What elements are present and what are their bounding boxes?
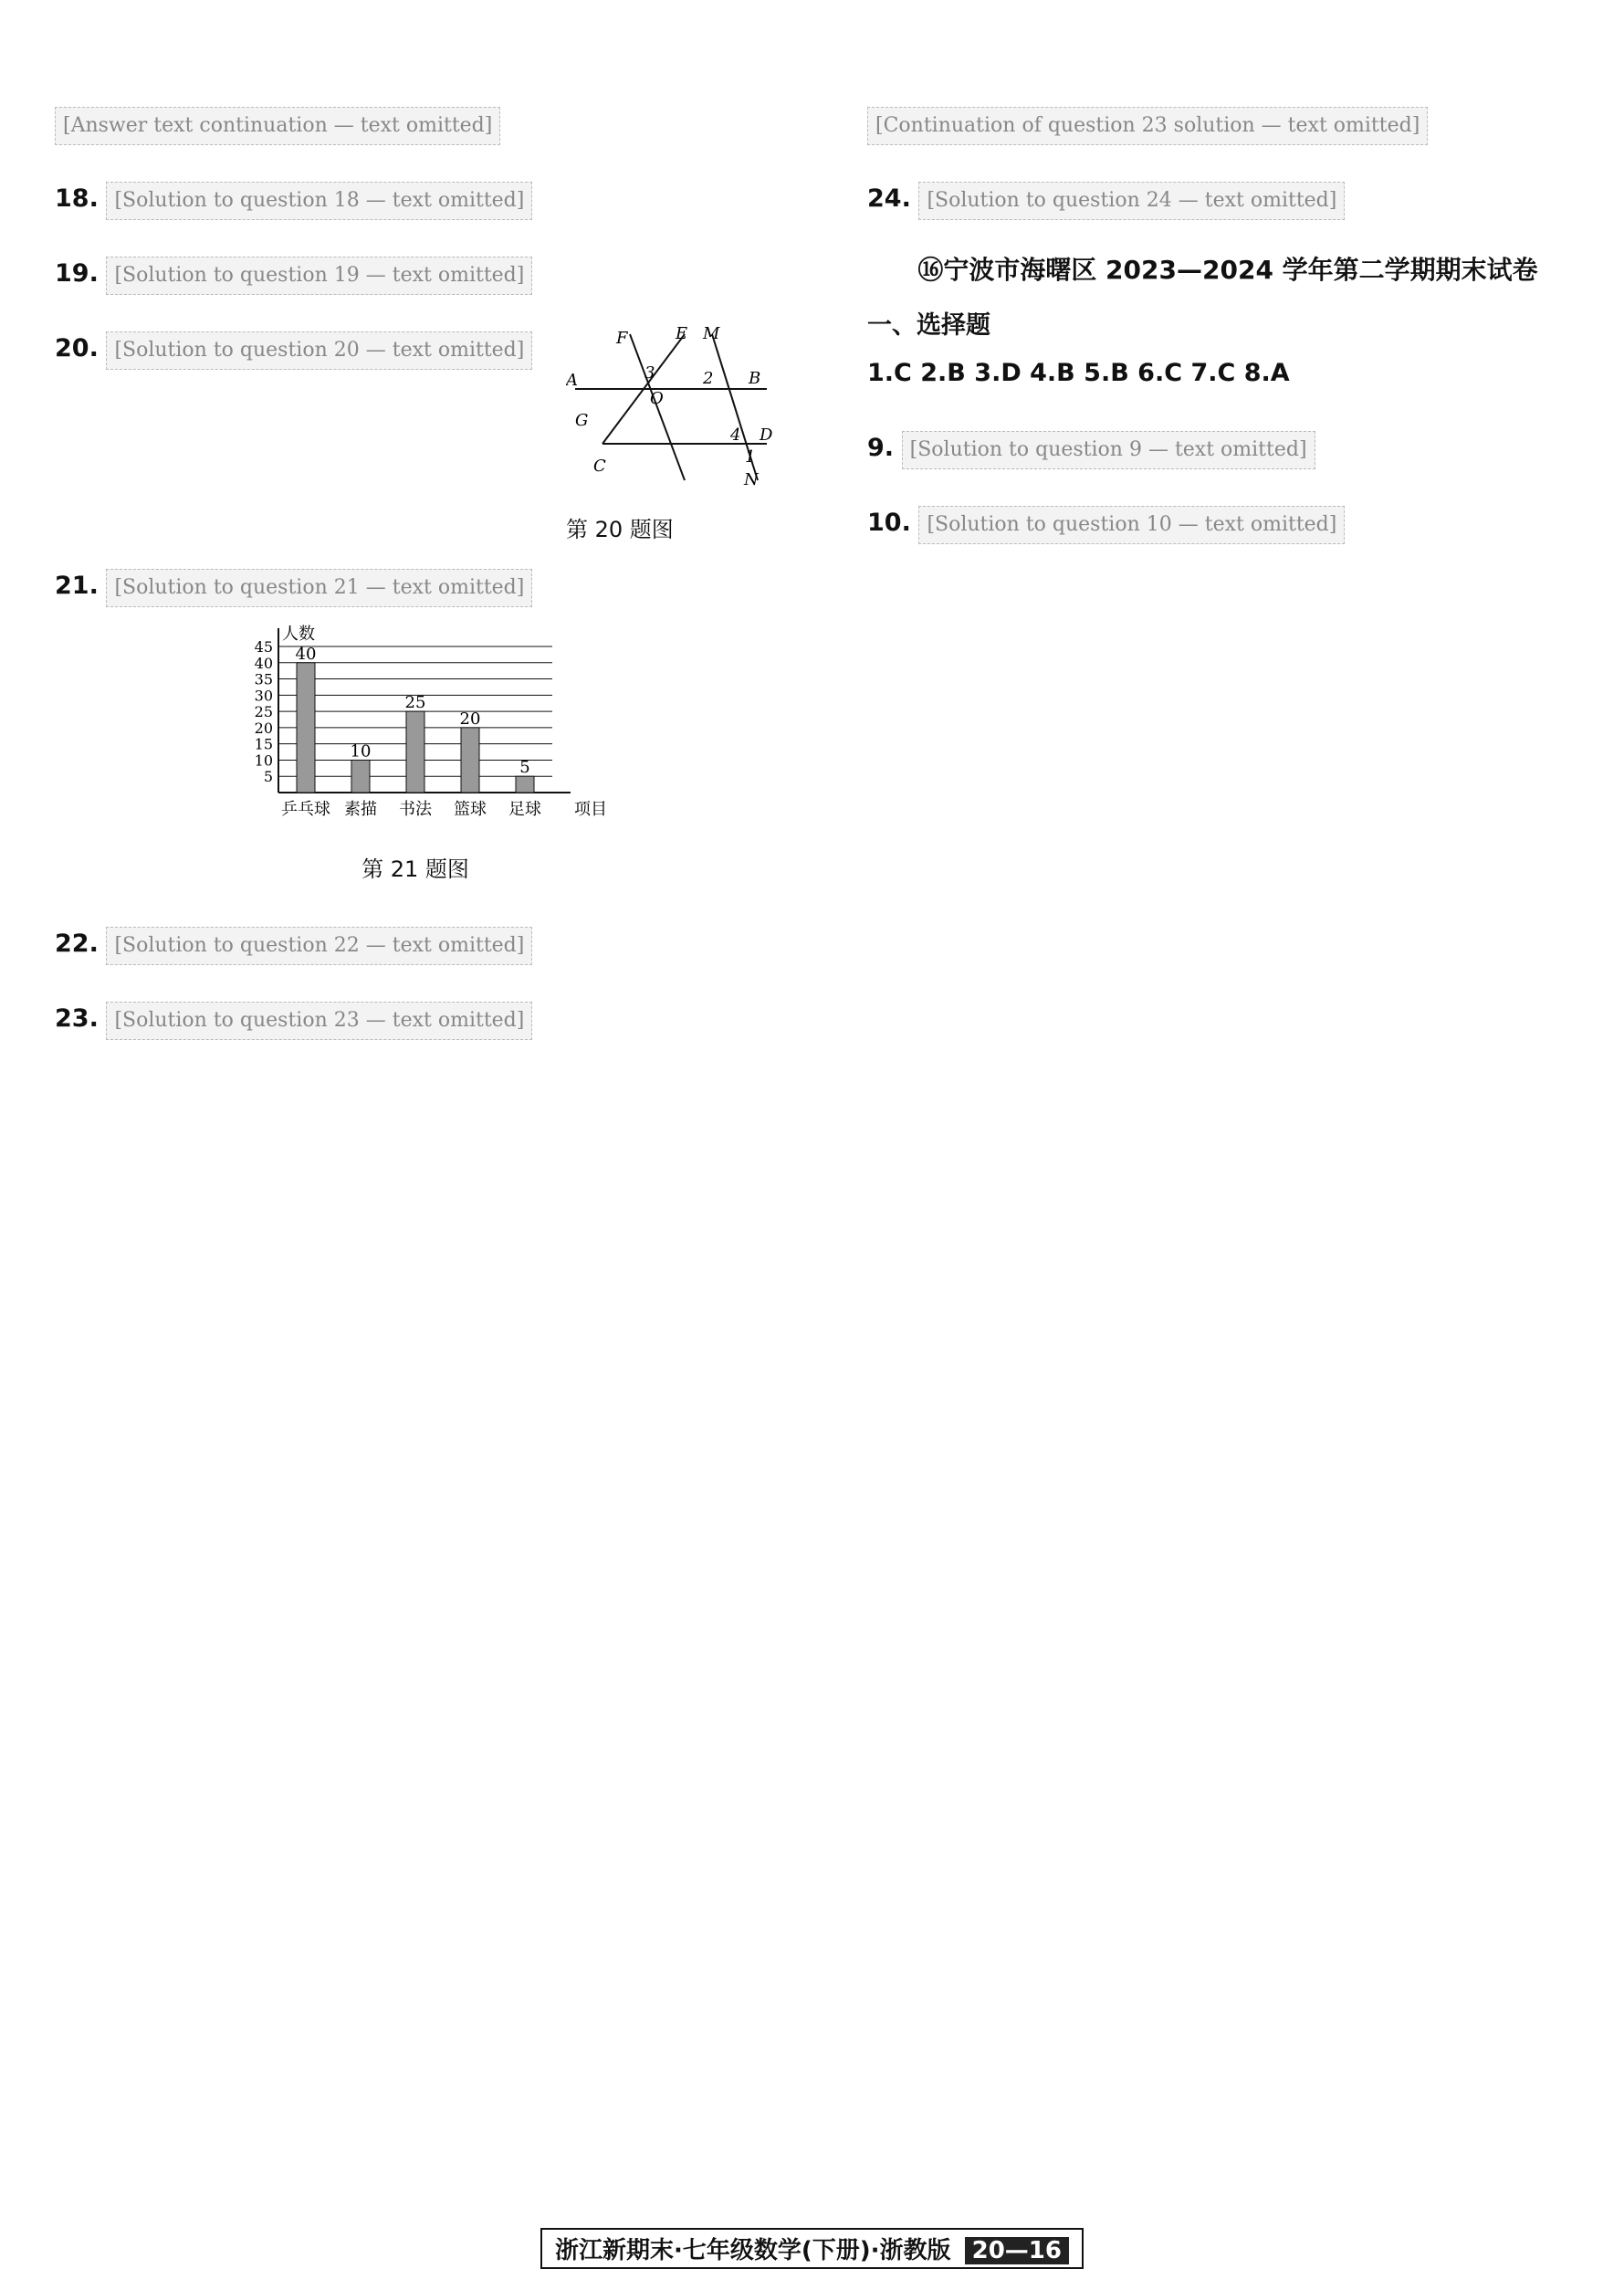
- y-tick-label: 20: [254, 719, 273, 737]
- footer-box: [540, 2228, 1084, 2269]
- y-tick-label: 15: [254, 735, 273, 753]
- answer-block-22: [55, 920, 776, 968]
- section-heading: 一、选择题: [867, 311, 990, 340]
- label-1: 1: [745, 447, 756, 467]
- category-label: 足球: [508, 800, 541, 819]
- answer-placeholder: [Answer text continuation — text omitted]: [55, 107, 500, 145]
- answer-block-cont: [55, 100, 776, 148]
- bar-chart: [224, 619, 607, 829]
- answer-placeholder: [Solution to question 9 — text omitted]: [902, 431, 1315, 469]
- figure-caption: 第 20 题图: [566, 517, 674, 542]
- y-tick-label: 5: [263, 768, 273, 786]
- question-number: 18.: [55, 184, 99, 213]
- category-label: 素描: [344, 800, 377, 819]
- left-column: [55, 100, 776, 1070]
- figure-20: [566, 325, 776, 553]
- answer-block-20: [55, 325, 776, 542]
- figure-21: [55, 619, 776, 893]
- bar-value-label: 10: [350, 741, 372, 762]
- page-number: 20—16: [965, 2237, 1069, 2264]
- question-number: 24.: [867, 184, 911, 213]
- answer-block-18: [55, 175, 776, 223]
- answer-block-23-cont: [867, 100, 1588, 148]
- page-footer: [0, 2228, 1624, 2269]
- bar: [516, 776, 534, 793]
- label-D: D: [760, 425, 773, 445]
- y-tick-label: 10: [254, 751, 273, 770]
- answer-placeholder: [Solution to question 24 — text omitted]: [918, 182, 1345, 220]
- label-A: A: [566, 371, 578, 390]
- answer-placeholder: [Solution to question 18 — text omitted]: [106, 182, 532, 220]
- answer-placeholder: [Solution to question 23 — text omitted]: [106, 1002, 532, 1040]
- answer-placeholder: [Solution to question 19 — text omitted]: [106, 257, 532, 295]
- answer-block-9: [867, 425, 1588, 472]
- category-label: 篮球: [454, 800, 487, 819]
- answer-placeholder: [Solution to question 21 — text omitted]: [106, 569, 532, 607]
- answer-block-21: [55, 562, 776, 893]
- label-C: C: [593, 457, 606, 476]
- answer-block-24: [867, 175, 1588, 223]
- y-axis-label: 人数: [282, 625, 315, 644]
- x-axis-label: 项目: [574, 800, 607, 819]
- answer-block-19: [55, 250, 776, 298]
- answer-placeholder: [Solution to question 22 — text omitted]: [106, 927, 532, 965]
- question-number: 22.: [55, 930, 99, 958]
- y-tick-label: 35: [254, 670, 273, 688]
- bar: [297, 663, 315, 793]
- label-3: 3: [644, 363, 655, 383]
- answer-block-23: [55, 995, 776, 1043]
- geometry-diagram: [566, 325, 776, 489]
- answer-placeholder: [Continuation of question 23 solution — text omitted]: [867, 107, 1428, 145]
- label-F: F: [616, 329, 628, 348]
- y-tick-label: 30: [254, 687, 273, 705]
- label-B: B: [749, 369, 761, 388]
- label-M: M: [703, 325, 720, 343]
- question-number: 21.: [55, 572, 99, 600]
- bar-value-label: 25: [404, 693, 426, 713]
- label-4: 4: [730, 425, 741, 445]
- category-label: 书法: [399, 800, 432, 819]
- label-N: N: [744, 470, 759, 489]
- bar: [461, 728, 479, 793]
- footer-text: 浙江新期末·七年级数学(下册)·浙教版: [555, 2237, 951, 2264]
- right-column: [867, 100, 1588, 574]
- bar-value-label: 5: [519, 758, 530, 778]
- bar-value-label: 40: [295, 644, 317, 664]
- question-number: 9.: [867, 434, 895, 462]
- label-O: O: [650, 389, 664, 408]
- choice-answers: 1.C 2.B 3.D 4.B 5.B 6.C 7.C 8.A: [867, 359, 1290, 387]
- answer-placeholder: [Solution to question 10 — text omitted]: [918, 506, 1345, 544]
- figure-caption: 第 21 题图: [361, 856, 469, 882]
- answer-placeholder: [Solution to question 20 — text omitted]: [106, 331, 532, 370]
- bar: [406, 711, 424, 793]
- label-2: 2: [703, 369, 714, 388]
- y-tick-label: 25: [254, 703, 273, 721]
- bar: [351, 760, 370, 793]
- label-G: G: [575, 411, 589, 430]
- category-label: 乒乓球: [281, 800, 330, 819]
- question-number: 10.: [867, 509, 911, 537]
- y-tick-label: 45: [254, 638, 273, 656]
- label-E: E: [676, 325, 688, 343]
- question-number: 19.: [55, 259, 99, 288]
- question-number: 23.: [55, 1004, 99, 1033]
- answer-block-10: [867, 499, 1588, 547]
- question-number: 20.: [55, 334, 99, 362]
- y-tick-label: 40: [254, 654, 273, 672]
- bar-value-label: 20: [459, 709, 481, 729]
- exam-title: ⑯宁波市海曙区 2023—2024 学年第二学期期末试卷: [917, 255, 1538, 285]
